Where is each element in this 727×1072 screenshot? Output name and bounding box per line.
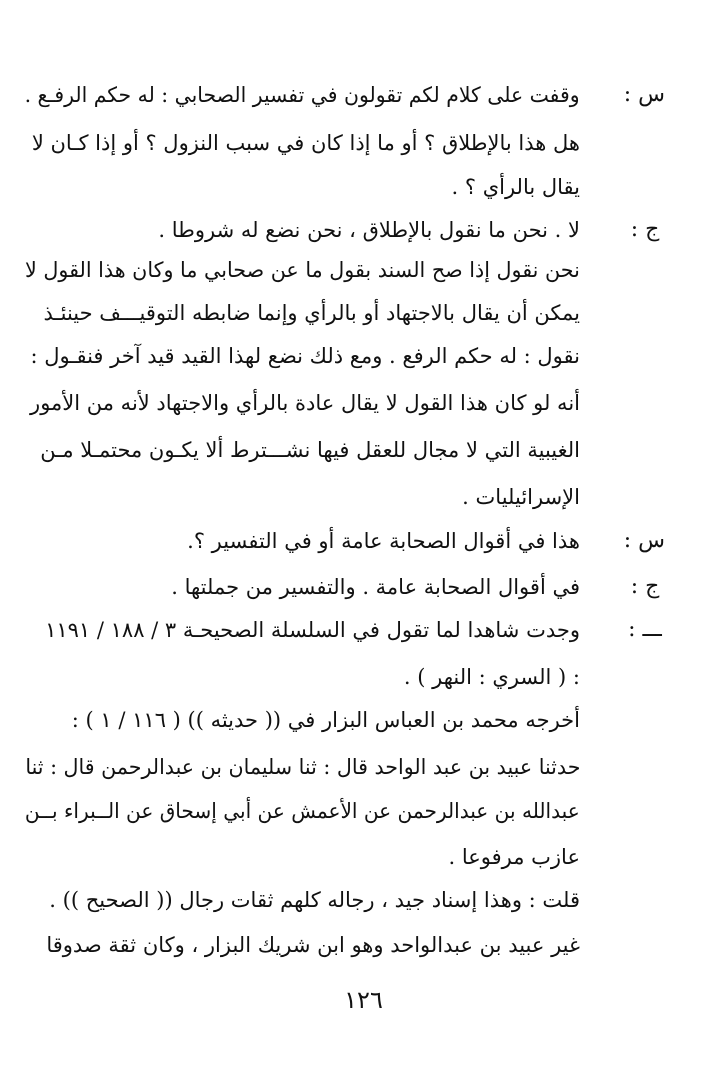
text-line: نقول : له حكم الرفع . ومع ذلك نضع لهذا القيد قيد آخر فنقـول : bbox=[30, 344, 580, 368]
text-line: أخرجه محمد بن العباس البزار في (( حديثه )) ( ١١٦ / ١ ) : bbox=[71, 708, 580, 732]
text-line: يمكن أن يقال بالاجتهاد أو بالرأي وإنما ضابطه التوقيـــف حينئـذ bbox=[43, 301, 580, 325]
text-line: قلت : وهذا إسناد جيد ، رجاله كلهم ثقات رجال (( الصحيح )) . bbox=[49, 888, 580, 912]
text-line: الغيبية التي لا مجال للعقل فيها نشـــترط ألا يكـون محتمـلا مـن bbox=[40, 438, 580, 462]
text-line: الإسرائيليات . bbox=[462, 485, 580, 509]
text-line: غير عبيد بن عبدالواحد وهو ابن شريك البزار ، وكان ثقة صدوقا bbox=[46, 933, 580, 957]
answer-label: ج : bbox=[630, 574, 660, 599]
answer-label: ج : bbox=[630, 217, 660, 242]
text-line: أنه لو كان هذا القول لا يقال عادة بالرأي والاجتهاد لأنه من الأمور bbox=[30, 391, 580, 415]
text-line: وجدت شاهدا لما تقول في السلسلة الصحيحـة ٣ / ١٨٨ / ١١٩١ bbox=[45, 618, 580, 642]
text-line: في أقوال الصحابة عامة . والتفسير من جملتها . bbox=[171, 575, 580, 599]
text-line: لا . نحن ما نقول بالإطلاق ، نحن نضع له شروطا . bbox=[158, 218, 580, 242]
text-line: يقال بالرأي ؟ . bbox=[451, 175, 580, 199]
text-line: هذا في أقوال الصحابة عامة أو في التفسير ؟. bbox=[187, 529, 580, 553]
text-line: عبدالله بن عبدالرحمن عن الأعمش عن أبي إسحاق عن الــبراء بــن bbox=[25, 799, 580, 823]
text-line: نحن نقول إذا صح السند بقول ما عن صحابي ما وكان هذا القول لا bbox=[25, 258, 580, 282]
note-dash-label: ـــ : bbox=[628, 617, 662, 642]
text-line: وقفت على كلام لكم تقولون في تفسير الصحابي : له حكم الرفـع . bbox=[24, 83, 580, 107]
question-label: س : bbox=[623, 82, 665, 107]
text-line: : ( السري : النهر ) . bbox=[403, 665, 580, 689]
text-line: حدثنا عبيد بن عبد الواحد قال : ثنا سليمان بن عبدالرحمن قال : ثنا bbox=[24, 755, 580, 779]
text-line: هل هذا بالإطلاق ؟ أو ما إذا كان في سبب النزول ؟ أو إذا كـان لا bbox=[31, 131, 580, 155]
question-label: س : bbox=[623, 528, 665, 553]
text-line: عازب مرفوعا . bbox=[448, 845, 580, 869]
page-number: ١٢٦ bbox=[344, 986, 383, 1014]
